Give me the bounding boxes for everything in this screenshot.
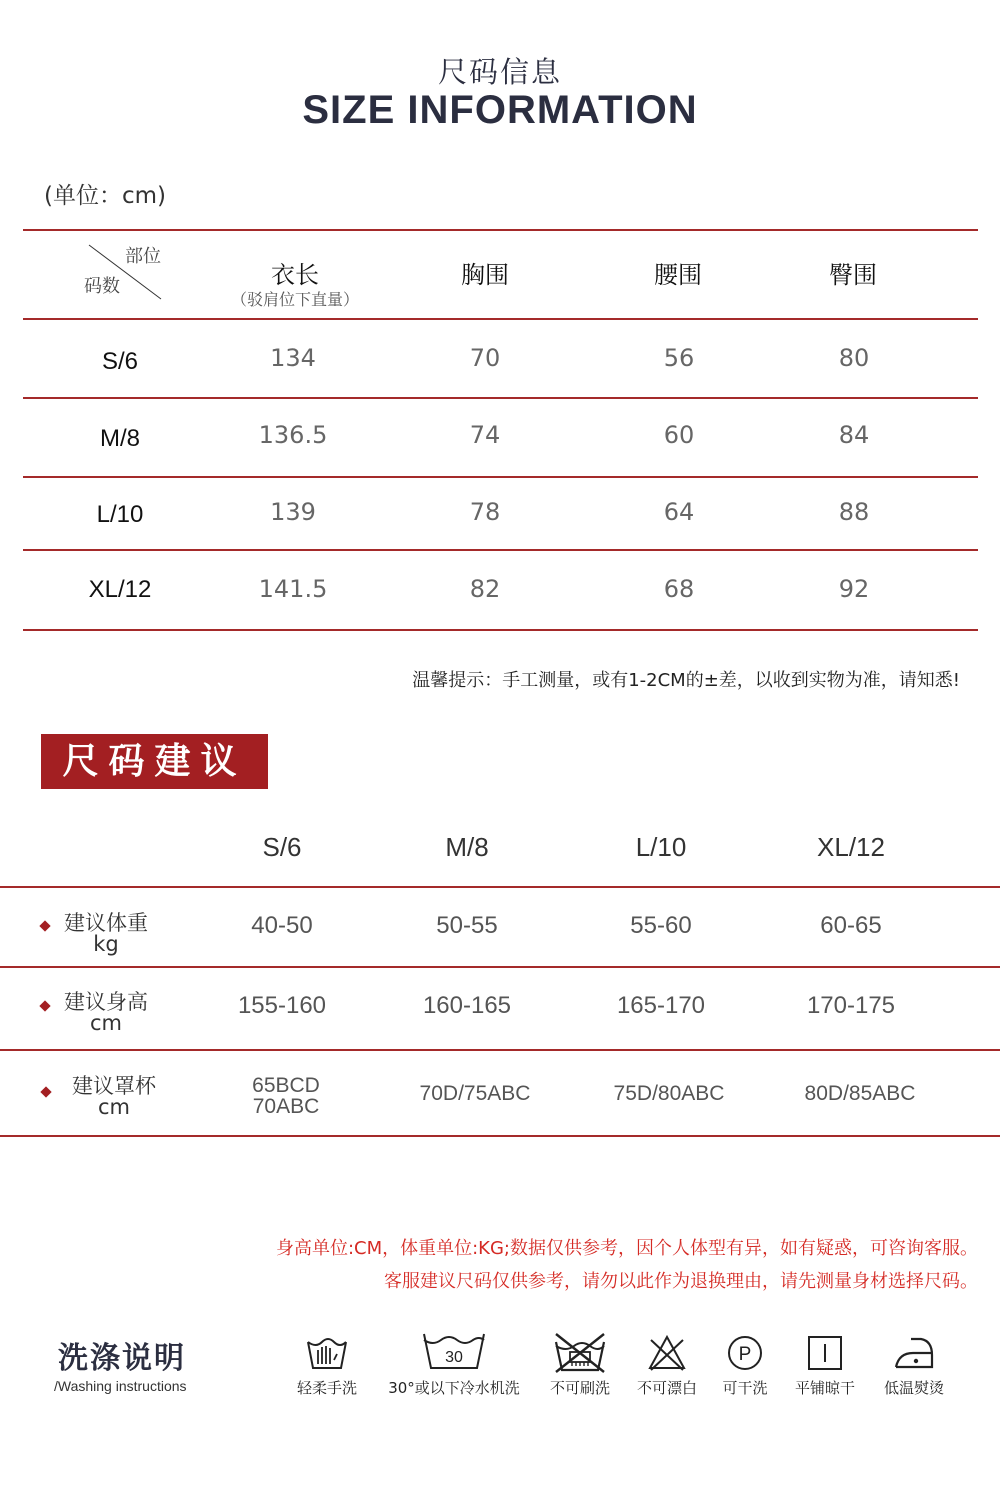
suggest-cell: 155-160 bbox=[237, 992, 327, 1019]
table-cell: 74 bbox=[469, 421, 501, 449]
row-divider bbox=[0, 886, 1000, 888]
table-cell: 88 bbox=[838, 498, 870, 526]
wash-label: 可干洗 bbox=[722, 1379, 768, 1397]
bullet-diamond-icon bbox=[39, 920, 50, 931]
table-cell: 92 bbox=[838, 575, 870, 603]
row-unit-weight: kg bbox=[93, 932, 119, 956]
row-unit-cup: cm bbox=[97, 1095, 130, 1119]
col-header-length-sub: （驳肩位下直量） bbox=[230, 290, 359, 309]
suggest-size-header: S/6 bbox=[262, 832, 302, 862]
suggest-cell: 40-50 bbox=[251, 912, 313, 939]
machine-wash-30-icon bbox=[421, 1330, 487, 1372]
row-label-cup: 建议罩杯 bbox=[72, 1074, 156, 1098]
suggest-cell: 170-175 bbox=[806, 992, 896, 1019]
size-suggestion-badge: 尺码建议 bbox=[41, 734, 268, 789]
col-header-hip: 臀围 bbox=[829, 261, 877, 289]
row-divider bbox=[23, 549, 978, 551]
suggest-cell: 165-170 bbox=[616, 992, 706, 1019]
row-divider bbox=[0, 966, 1000, 968]
wash-label: 不可漂白 bbox=[636, 1379, 697, 1397]
row-label-weight: 建议体重 bbox=[64, 911, 148, 935]
bullet-diamond-icon bbox=[39, 1000, 50, 1011]
size-notice-line1: 身高单位:CM，体重单位:KG;数据仅供参考，因个人体型有异，如有疑惑，可咨询客服。 bbox=[275, 1238, 978, 1259]
svg-text:P: P bbox=[738, 1344, 752, 1365]
size-notice-line2: 客服建议尺码仅供参考，请勿以此作为退换理由，请先测量身材选择尺码。 bbox=[384, 1271, 978, 1292]
table-cell: 64 bbox=[663, 498, 695, 526]
wash-label: 30°或以下冷水机洗 bbox=[388, 1379, 520, 1397]
table-cell: 82 bbox=[469, 575, 501, 603]
suggest-cell: 60-65 bbox=[820, 912, 882, 939]
suggest-cell-line2: 70ABC bbox=[252, 1095, 320, 1118]
table-cell: 139 bbox=[270, 498, 316, 526]
table-header-line bbox=[23, 318, 978, 320]
table-top-line bbox=[23, 229, 978, 231]
table-cell: 70 bbox=[469, 344, 501, 372]
no-brush-icon bbox=[552, 1332, 608, 1374]
suggest-cell: 75D/80ABC bbox=[613, 1082, 725, 1105]
table-row-size: L/10 bbox=[96, 501, 144, 528]
svg-text:30: 30 bbox=[445, 1349, 463, 1366]
unit-label: (单位：cm) bbox=[44, 183, 166, 209]
measurement-note: 温馨提示：手工测量，或有1-2CM的±差，以收到实物为准，请知悉! bbox=[412, 670, 960, 691]
bullet-diamond-icon bbox=[40, 1086, 51, 1097]
table-cell: 56 bbox=[663, 344, 695, 372]
table-cell: 78 bbox=[469, 498, 501, 526]
row-unit-height: cm bbox=[89, 1011, 122, 1035]
corner-label-part: 部位 bbox=[125, 246, 161, 267]
col-header-length: 衣长 bbox=[271, 261, 319, 289]
washing-title: 洗涤说明 bbox=[58, 1341, 186, 1376]
table-row-size: XL/12 bbox=[88, 576, 152, 603]
suggest-cell: 160-165 bbox=[422, 992, 512, 1019]
wash-label: 低温熨烫 bbox=[883, 1379, 944, 1397]
suggest-cell: 80D/85ABC bbox=[804, 1082, 916, 1105]
suggest-cell: 50-55 bbox=[436, 912, 498, 939]
table-cell: 84 bbox=[838, 421, 870, 449]
dry-clean-p-icon bbox=[726, 1334, 764, 1372]
suggest-size-header: L/10 bbox=[635, 832, 687, 862]
row-divider bbox=[0, 1049, 1000, 1051]
row-divider bbox=[23, 397, 978, 399]
table-row-size: M/8 bbox=[99, 425, 140, 452]
suggest-cell: 70D/75ABC bbox=[419, 1082, 531, 1105]
row-label-height: 建议身高 bbox=[64, 990, 148, 1014]
page-title-cn: 尺码信息 bbox=[437, 55, 562, 89]
row-divider bbox=[0, 1135, 1000, 1137]
table-row-size: S/6 bbox=[101, 348, 139, 375]
table-cell: 60 bbox=[663, 421, 695, 449]
row-divider bbox=[23, 476, 978, 478]
page-title-en: SIZE INFORMATION bbox=[302, 88, 698, 132]
table-cell: 136.5 bbox=[258, 421, 328, 449]
table-cell: 80 bbox=[838, 344, 870, 372]
wash-label: 轻柔手洗 bbox=[296, 1379, 357, 1397]
corner-label-size: 码数 bbox=[84, 276, 120, 297]
table-bottom-line bbox=[23, 629, 978, 631]
suggest-size-header: M/8 bbox=[445, 832, 489, 862]
col-header-chest: 胸围 bbox=[461, 261, 509, 289]
suggest-cell: 65BCD bbox=[252, 1074, 320, 1097]
col-header-waist: 腰围 bbox=[654, 261, 702, 289]
suggest-size-header: XL/12 bbox=[817, 832, 885, 862]
dry-flat-icon bbox=[807, 1335, 843, 1371]
table-cell: 134 bbox=[270, 344, 316, 372]
suggest-cell: 55-60 bbox=[630, 912, 692, 939]
hand-wash-icon bbox=[304, 1334, 350, 1372]
wash-label: 平铺晾干 bbox=[794, 1379, 855, 1397]
washing-subtitle: /Washing instructions bbox=[54, 1378, 187, 1394]
table-cell: 141.5 bbox=[258, 575, 328, 603]
table-cell: 68 bbox=[663, 575, 695, 603]
wash-label: 不可刷洗 bbox=[549, 1379, 610, 1397]
low-iron-icon bbox=[893, 1335, 935, 1371]
no-bleach-icon bbox=[647, 1334, 687, 1372]
